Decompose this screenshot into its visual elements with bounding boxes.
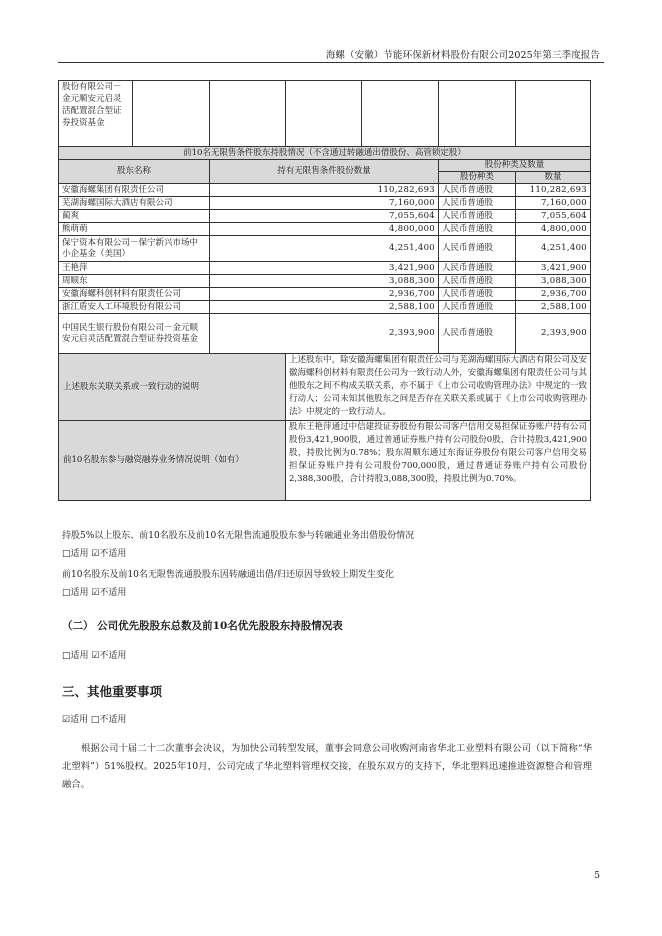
other-matters-check: ☑适用 □不适用 [62, 715, 127, 725]
share-qty: 3,088,300 [516, 275, 591, 288]
continued-holder-name: 股份有限公司－金元顺安元启灵活配置混合型证券投资基金 [59, 81, 133, 147]
table-row [59, 262, 591, 275]
unrestricted-qty: 4,251,400 [210, 236, 439, 262]
share-qty: 2,936,700 [516, 288, 591, 301]
change-title: 前10名股东及前10名无限售流通股股东因转融通出借/归还原因导致较上期发生变化 [62, 570, 394, 580]
empty-cell [210, 81, 286, 147]
page-number: 5 [594, 871, 600, 881]
holder-name: 浙江盾安人工环境股份有限公司 [59, 301, 210, 314]
header-share-type: 股份种类 [439, 172, 516, 184]
share-qty: 110,282,693 [516, 184, 591, 197]
table-row [59, 210, 591, 223]
empty-cell [439, 81, 516, 147]
table-row [59, 197, 591, 210]
table-row [59, 314, 591, 354]
holder-name: 安徽海螺科创材料有限责任公司 [59, 288, 210, 301]
share-qty: 2,393,900 [516, 314, 591, 354]
lending-title: 持股5%以上股东、前10名股东及前10名无限售流通股股东参与转融通业务出借股份情况 [62, 531, 415, 541]
table-row [59, 301, 591, 314]
holder-name: 周顺东 [59, 275, 210, 288]
share-type: 人民币普通股 [439, 197, 516, 210]
related-label: 上述股东关联关系或一致行动的说明 [59, 354, 286, 421]
share-qty: 4,251,400 [516, 236, 591, 262]
shareholder-table [58, 80, 591, 501]
share-type: 人民币普通股 [439, 236, 516, 262]
preferred-check: □适用 ☑不适用 [62, 651, 127, 661]
table-row [59, 223, 591, 236]
share-qty: 4,800,000 [516, 223, 591, 236]
continued-row [59, 81, 591, 147]
unrestricted-qty: 4,800,000 [210, 223, 439, 236]
unrestricted-qty: 2,393,900 [210, 314, 439, 354]
share-type: 人民币普通股 [439, 210, 516, 223]
running-header: 海螺（安徽）节能环保新材料股份有限公司2025年第三季度报告 [325, 50, 600, 61]
empty-cell [362, 81, 439, 147]
unrestricted-qty: 2,936,700 [210, 288, 439, 301]
unrestricted-qty: 7,055,604 [210, 210, 439, 223]
holder-name: 保宁资本有限公司－保宁新兴市场中小企基金（美国） [59, 236, 210, 262]
other-matters-heading: 三、其他重要事项 [62, 684, 163, 699]
share-type: 人民币普通股 [439, 223, 516, 236]
holder-name: 芜湖海螺国际大酒店有限公司 [59, 197, 210, 210]
change-check: □适用 ☑不适用 [62, 588, 127, 598]
unrestricted-qty: 7,160,000 [210, 197, 439, 210]
empty-cell [133, 81, 210, 147]
table-row [59, 288, 591, 301]
share-type: 人民币普通股 [439, 275, 516, 288]
preferred-heading: （二） 公司优先股股东总数及前10名优先股股东持股情况表 [62, 620, 343, 632]
margin-row [59, 421, 591, 501]
share-qty: 2,588,100 [516, 301, 591, 314]
holder-name: 熊萌萌 [59, 223, 210, 236]
share-type: 人民币普通股 [439, 288, 516, 301]
table-row [59, 275, 591, 288]
unrestricted-qty: 110,282,693 [210, 184, 439, 197]
related-row [59, 354, 591, 421]
header-unrestricted-qty: 持有无限售条件股份数量 [210, 160, 439, 184]
share-qty: 7,160,000 [516, 197, 591, 210]
margin-label: 前10名股东参与融资融券业务情况说明（如有） [59, 421, 286, 501]
header-share-qty: 数量 [516, 172, 591, 184]
share-qty: 7,055,604 [516, 210, 591, 223]
lending-check: □适用 ☑不适用 [62, 549, 127, 559]
empty-cell [516, 81, 591, 147]
section-title-cell: 前10名无限售条件股东持股情况（不含通过转融通出借股份、高管锁定股） [59, 147, 591, 160]
share-type: 人民币普通股 [439, 314, 516, 354]
share-type: 人民币普通股 [439, 301, 516, 314]
header-rule [58, 62, 604, 63]
share-type: 人民币普通股 [439, 184, 516, 197]
holder-name: 中国民生银行股份有限公司－金元顺安元启灵活配置混合型证券投资基金 [59, 314, 210, 354]
share-qty: 3,421,900 [516, 262, 591, 275]
other-matters-body: 根据公司十届二十二次董事会决议，为加快公司转型发展，董事会同意公司收购河南省华北工业塑料有限公司（以下简称“华北塑料”）51%股权。2025年10月，公司完成了华北塑料管理权交接，在股东双方的支持下，华北塑料迅速推进资源整合和管理融合。 [62, 743, 592, 790]
table-row [59, 184, 591, 197]
unrestricted-qty: 2,588,100 [210, 301, 439, 314]
related-text: 上述股东中，除安徽海螺集团有限责任公司与芜湖海螺国际大酒店有限公司及安徽海螺科创材料有限责任公司为一致行动人外，安徽海螺集团有限责任公司与其他股东之间不构成关联关系，亦不属于《上市公司收购管理办法》中规定的一致行动人；公司未知其他股东之间是否存在关联关系或属于《上市公司收购管理办法》中规定的一致行动人。 [286, 354, 591, 421]
holder-name: 安徽海螺集团有限责任公司 [59, 184, 210, 197]
share-type: 人民币普通股 [439, 262, 516, 275]
header-holder-name: 股东名称 [59, 160, 210, 184]
holder-name: 蔺爽 [59, 210, 210, 223]
margin-text: 股东王艳萍通过中信建投证券股份有限公司客户信用交易担保证券账户持有公司股份3,421,900股，通过普通证券账户持有公司股份0股，合计持股3,421,900股，持股比例为0.78%；股东周顺东通过东海证券股份有限公司客户信用交易担保证券账户持有公司股份700,000股，通过普通证券账户持有公司股份2,388,300股，合计持股3,088,300股，持股比例为0.70%。 [286, 421, 591, 501]
unrestricted-qty: 3,421,900 [210, 262, 439, 275]
header-share-type-group: 股份种类及数量 [439, 160, 591, 172]
holder-name: 王艳萍 [59, 262, 210, 275]
table-row [59, 236, 591, 262]
empty-cell [286, 81, 362, 147]
unrestricted-qty: 3,088,300 [210, 275, 439, 288]
